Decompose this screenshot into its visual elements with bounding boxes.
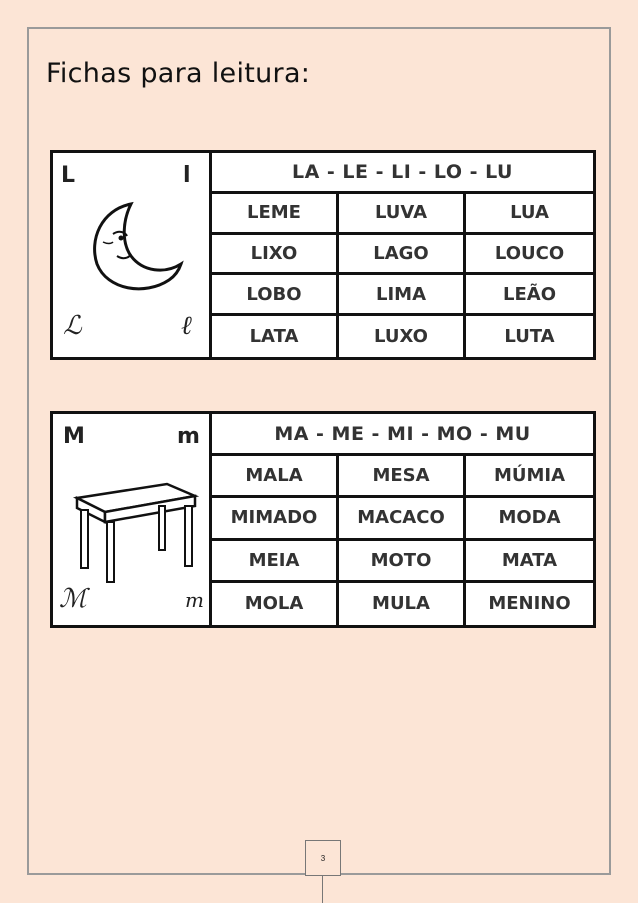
syllable-card-l: [50, 150, 596, 360]
table-icon: [71, 476, 199, 588]
card-m-cursive-lowercase: m: [185, 588, 204, 612]
card-l-word: LEÃO: [466, 275, 593, 316]
card-m-word: MULA: [339, 583, 466, 625]
card-l-word: LUA: [466, 194, 593, 235]
card-l-word-grid: [212, 153, 593, 357]
page-number: 3: [305, 840, 341, 876]
card-m-uppercase: M: [63, 424, 85, 449]
card-l-picture-panel: [53, 153, 212, 357]
card-l-word: LAGO: [339, 235, 466, 276]
card-m-word: MÚMIA: [466, 456, 593, 498]
card-m-word: MODA: [466, 498, 593, 540]
card-l-word: LATA: [212, 316, 339, 357]
card-m-word: MENINO: [488, 593, 571, 615]
card-m-syllables-header: MA - ME - MI - MO - MU: [212, 414, 593, 456]
page-title: Fichas para leitura:: [46, 58, 311, 89]
card-m-word: MATA: [466, 541, 593, 583]
card-l-lowercase: l: [183, 163, 191, 188]
page-number-tick: [322, 876, 323, 903]
card-m-word: MOLA: [212, 583, 339, 625]
card-l-word: LIMA: [339, 275, 466, 316]
card-m-word: MEIA: [212, 541, 339, 583]
card-l-word: LOBO: [212, 275, 339, 316]
card-l-word: LIXO: [212, 235, 339, 276]
card-m-word: MESA: [339, 456, 466, 498]
card-m-word: MALA: [212, 456, 339, 498]
card-l-word: LUTA: [504, 326, 555, 348]
card-l-word: LOUCO: [466, 235, 593, 276]
card-m-picture-panel: [53, 414, 212, 625]
card-l-cursive-lowercase: ℓ: [181, 311, 192, 341]
syllable-card-m: [50, 411, 596, 628]
card-l-cursive-uppercase: ℒ: [63, 311, 82, 341]
card-m-word-grid: [212, 414, 593, 625]
card-l-word: LEME: [212, 194, 339, 235]
moon-icon: [83, 198, 189, 298]
card-m-cursive-uppercase: ℳ: [59, 584, 87, 614]
card-m-lowercase: m: [177, 424, 200, 449]
card-l-uppercase: L: [61, 163, 76, 188]
card-l-syllables-header: LA - LE - LI - LO - LU: [212, 153, 593, 194]
card-m-word: MACACO: [339, 498, 466, 540]
card-m-word: MIMADO: [212, 498, 339, 540]
card-l-word: LUXO: [339, 316, 466, 357]
card-l-word: LUVA: [339, 194, 466, 235]
card-m-word: MOTO: [339, 541, 466, 583]
